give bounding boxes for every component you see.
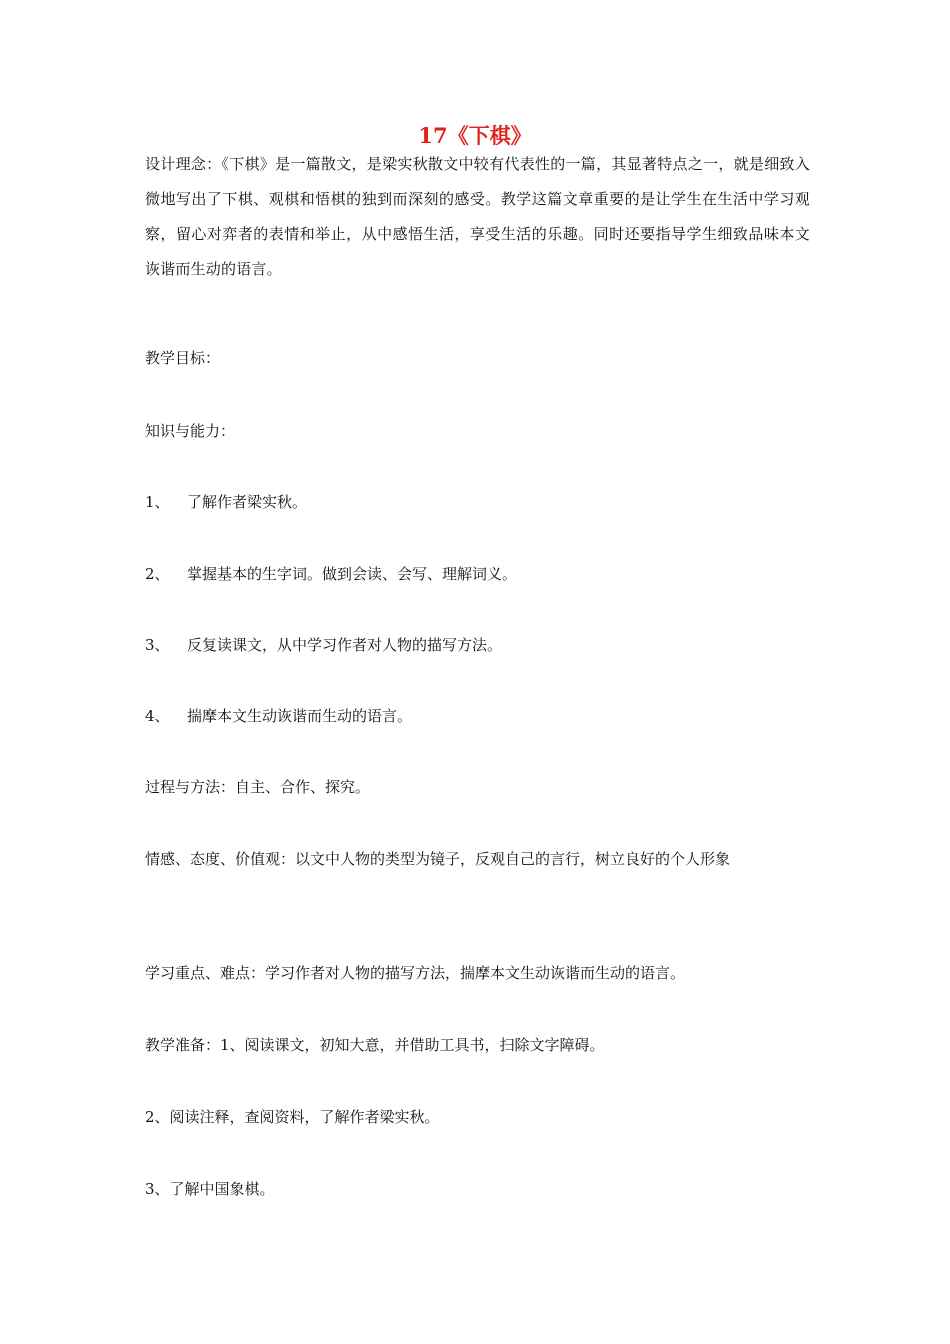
teaching-goals-heading: 教学目标： [145, 349, 221, 367]
list-item-number: 3、 [145, 636, 170, 654]
list-item-text: 了解作者梁实秋。 [187, 493, 308, 511]
list-item [145, 634, 502, 656]
knowledge-ability-heading: 知识与能力： [145, 422, 236, 440]
list-item-number: 2、 [145, 565, 170, 583]
emotion-values-line: 情感、态度、价值观：以文中人物的类型为镜子，反观自己的言行，树立良好的个人形象 [145, 850, 731, 868]
list-item [145, 563, 517, 585]
preparation-line-1: 教学准备：1、阅读课文，初知大意，并借助工具书，扫除文字障碍。 [145, 1036, 605, 1054]
list-item-text: 掌握基本的生字词。做到会读、会写、理解词义。 [187, 565, 518, 583]
list-item [145, 491, 307, 513]
list-item-text: 揣摩本文生动诙谐而生动的语言。 [187, 707, 413, 725]
list-item-text: 反复读课文，从中学习作者对人物的描写方法。 [187, 636, 503, 654]
key-points-line: 学习重点、难点：学习作者对人物的描写方法，揣摩本文生动诙谐而生动的语言。 [145, 964, 686, 982]
document-title: 17《下棋》 [418, 123, 532, 148]
list-item [145, 705, 412, 727]
list-item-number: 4、 [145, 707, 170, 725]
list-item-number: 1、 [145, 493, 170, 511]
preparation-line-2: 2、阅读注释，查阅资料，了解作者梁实秋。 [145, 1108, 440, 1126]
preparation-line-3: 3、了解中国象棋。 [145, 1180, 275, 1198]
design-concept-paragraph: 设计理念：《下棋》是一篇散文，是梁实秋散文中较有代表性的一篇，其显著特点之一，就是细致入微地写出了下棋、观棋和悟棋的独到而深刻的感受。教学这篇文章重要的是让学生在生活中学习观察，留心对弈者的表情和举止，从中感悟生活，享受生活的乐趣。同时还要指导学生细致品味本文诙谐而生动的语言。 [145, 155, 810, 278]
process-method-line: 过程与方法：自主、合作、探究。 [145, 778, 371, 796]
